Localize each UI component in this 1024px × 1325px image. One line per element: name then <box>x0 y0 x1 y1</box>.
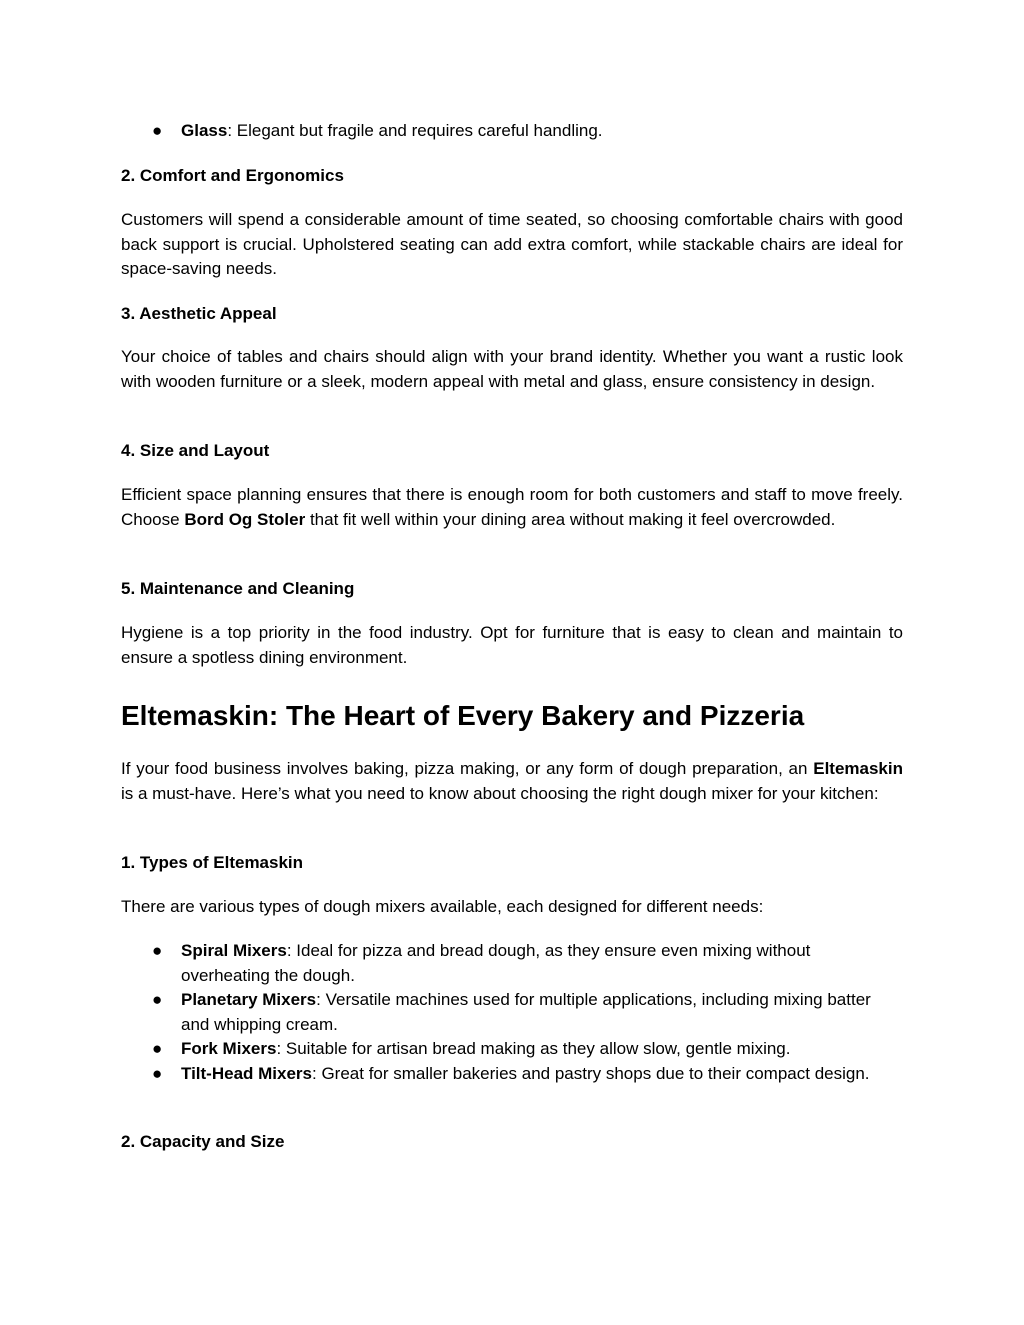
bullet-icon: ● <box>152 941 163 960</box>
list-item <box>121 988 903 1037</box>
section-heading-maintenance: 5. Maintenance and Cleaning <box>121 579 355 598</box>
bullet-icon: ● <box>152 990 163 1009</box>
eltemaskin-intro <box>121 757 903 806</box>
section-body-maintenance: Hygiene is a top priority in the food industry. Opt for furniture that is easy to clean and maintain to ensure a spotless dining environment. <box>121 623 903 667</box>
bullet-icon: ● <box>152 1039 163 1058</box>
list-item-text: : Ideal for pizza and bread dough, as they ensure even mixing without overheating the dough. <box>181 941 811 985</box>
body-bold-term: Bord Og Stoler <box>184 509 306 529</box>
list-item-text: : Elegant but fragile and requires careful handling. <box>227 121 603 140</box>
mixer-types-list <box>121 939 903 1086</box>
list-item-term: Glass <box>181 121 228 140</box>
body-text: Efficient space planning ensures that there is enough room for both customers and staff to move freely. Choose <box>121 485 903 529</box>
bullet-icon: ● <box>152 121 163 140</box>
section-heading-aesthetic: 3. Aesthetic Appeal <box>121 304 277 323</box>
section-heading-size-layout: 4. Size and Layout <box>121 441 270 460</box>
body-text: If your food business involves baking, pizza making, or any form of dough preparation, an <box>121 759 814 778</box>
section-heading-capacity: 2. Capacity and Size <box>121 1132 285 1151</box>
body-bold-term: Eltemaskin <box>813 759 903 778</box>
list-item <box>121 119 903 144</box>
section-heading-types: 1. Types of Eltemaskin <box>121 853 304 872</box>
section-body-comfort: Customers will spend a considerable amount of time seated, so choosing comfortable chairs with good back support is crucial. Upholstered seating can add extra comfort, while stackable chairs are ideal for space-saving needs. <box>121 210 903 278</box>
list-item <box>121 1062 903 1087</box>
materials-list <box>121 119 903 144</box>
list-item-term: Planetary Mixers <box>181 990 317 1009</box>
body-text: that fit well within your dining area without making it feel overcrowded. <box>305 509 836 529</box>
section-body-size-layout <box>121 483 903 532</box>
list-item-term: Fork Mixers <box>181 1039 277 1058</box>
list-item-term: Spiral Mixers <box>181 941 287 960</box>
section-heading-comfort: 2. Comfort and Ergonomics <box>121 166 344 185</box>
section-body-aesthetic: Your choice of tables and chairs should align with your brand identity. Whether you want a rustic look with wooden furniture or a sleek, modern appeal with metal and glass, ensure consistency in design. <box>121 347 903 391</box>
list-item-text: : Great for smaller bakeries and pastry shops due to their compact design. <box>312 1063 870 1083</box>
list-item <box>121 1037 903 1062</box>
page-title: Eltemaskin: The Heart of Every Bakery and Pizzeria <box>121 700 805 731</box>
body-text: is a must-have. Here’s what you need to know about choosing the right dough mixer for your kitchen: <box>121 783 879 803</box>
list-item <box>121 939 903 988</box>
types-intro: There are various types of dough mixers available, each designed for different needs: <box>121 897 764 916</box>
list-item-term: Tilt-Head Mixers <box>181 1063 313 1083</box>
bullet-icon: ● <box>152 1063 163 1083</box>
list-item-text: : Versatile machines used for multiple applications, including mixing batter and whipping cream. <box>181 990 871 1034</box>
list-item-text: : Suitable for artisan bread making as they allow slow, gentle mixing. <box>276 1039 791 1058</box>
